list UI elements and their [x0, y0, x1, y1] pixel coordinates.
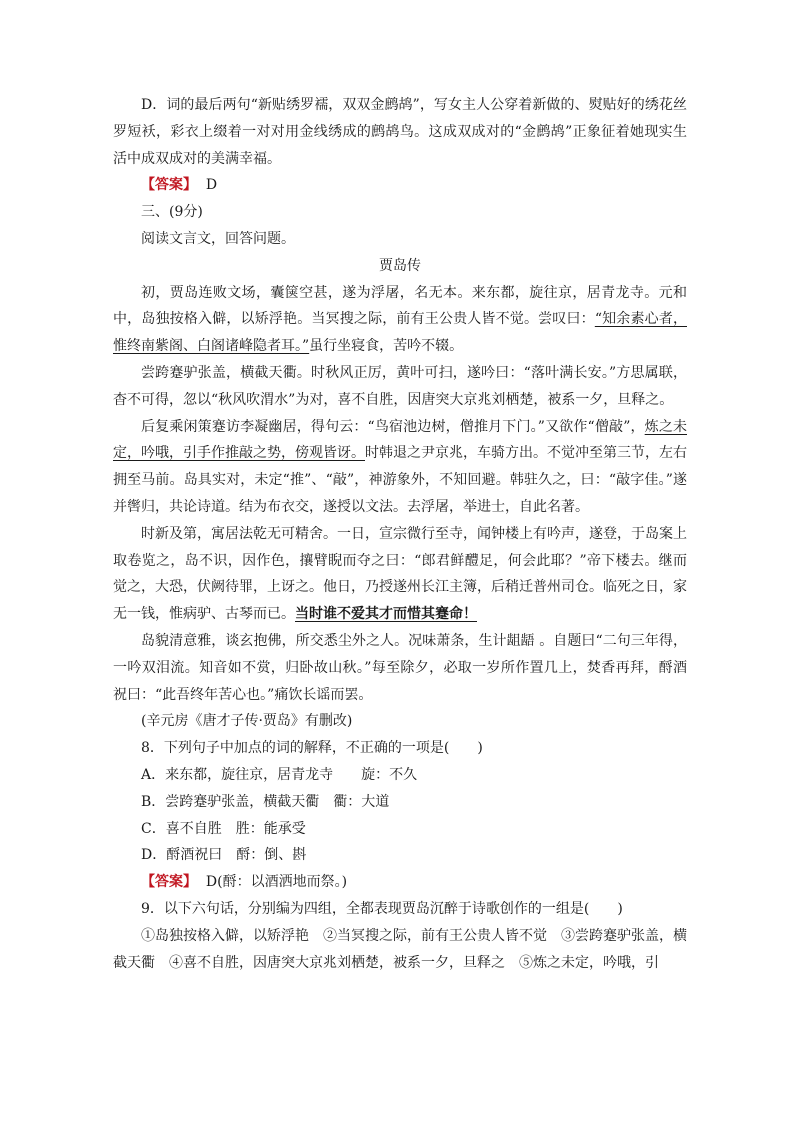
underlined-sentence-1: “知余素心者，惟终南紫阁、白阁诸峰隐者耳。”: [113, 311, 687, 355]
question-8-option-c: C．喜不自胜 胜：能承受: [141, 820, 306, 837]
question-8-option-b: B．尝跨蹇驴张盖，横截天衢 衢：大道: [141, 793, 390, 810]
answer-label: 【答案】: [141, 177, 197, 194]
passage-paragraph-2: 尝跨蹇驴张盖，横截天衢。时秋风正厉，黄叶可扫，遂吟曰：“落叶满长安。”方思属联，杳不可得，忽以“秋风吹渭水”为对，喜不自胜，因唐突大京兆刘栖楚，被系一夕，旦释之。: [113, 364, 687, 408]
answer-value: D(酹：以酒洒地而祭。): [205, 874, 348, 891]
answer-line-1: [113, 172, 687, 199]
passage-paragraph-4: 时新及第，寓居法乾无可精舍。一日，宣宗微行至寺，闻钟楼上有吟声，遂登，于岛案上取卷览之，岛不识，因作色，攘臂睨而夺之曰：“郎君鲜醴足，何会此耶？”帝下楼去。继而觉之，大恐，伏阙待罪，上讶之。他日，乃授遂州长江主簿，后稍迁普州司仓。临死之日，家无一钱，惟病驴、古琴而已。当时谁不爱其才而惜其蹇命！: [113, 525, 687, 623]
answer-line-2: [113, 869, 687, 896]
passage-paragraph-3: 后复乘闲策蹇访李凝幽居，得句云：“鸟宿池边树，僧推月下门。”又欲作“僧敲”，炼之未定，吟哦，引手作推敲之势，傍观皆讶。时韩退之尹京兆，车骑方出。不觉冲至第三节，左右拥至马前。岛具实对，未定“推”、“敲”，神游象外，不知回避。韩驻久之，曰：“敲字佳。”遂并辔归，共论诗道。结为布衣交，遂授以文法。去浮屠，举进士，自此名著。: [113, 418, 687, 515]
answer-label: 【答案】: [141, 874, 197, 891]
document-page: [113, 92, 687, 976]
underlined-sentence-2: 炼之未定，吟哦，引手作推敲之势，傍观皆讶。: [113, 418, 687, 462]
passage-title: 贾岛传: [379, 257, 421, 274]
passage-paragraph-5: 岛貌清意雅，谈玄抱佛，所交悉尘外之人。况味萧条，生计龃龉 。自题曰“二句三年得，一吟双泪流。知音如不赏，归卧故山秋。”每至除夕，必取一岁所作置几上，焚香再拜，酹酒祝曰：“此吾终年苦心也。”痛饮长谣而罢。: [113, 632, 687, 703]
question-8-stem: 8．下列句子中加点的词的解释，不正确的一项是( ): [141, 740, 483, 757]
option-d-previous: D．词的最后两句“新贴绣罗襦，双双金鹧鸪”，写女主人公穿着新做的、熨贴好的绣花丝罗短袄，彩衣上缀着一对对用金线绣成的鹧鸪鸟。这成双成对的“金鹧鸪”正象征着她现实生活中成双成对的美满幸福。: [113, 97, 687, 167]
question-8-option-a: A．来东都，旋往京，居青龙寺 旋：不久: [141, 766, 418, 783]
question-9-stem: 9．以下六句话，分别编为四组，全都表现贾岛沉醉于诗歌创作的一组是( ): [141, 900, 623, 917]
answer-value: D: [205, 177, 218, 194]
instruction-text: 阅读文言文，回答问题。: [141, 230, 295, 247]
passage-source: (辛元房《唐才子传·贾岛》有删改): [141, 713, 353, 730]
question-8-option-d: D．酹酒祝曰 酹：倒、斟: [141, 847, 307, 864]
section-heading: 三、(9分): [141, 204, 203, 221]
question-9-choices: ①岛独按格入僻，以矫浮艳 ②当冥搜之际，前有王公贵人皆不觉 ③尝跨蹇驴张盖，横截天衢 ④喜不自胜，因唐突大京兆刘栖楚，被系一夕，旦释之 ⑤炼之未定，吟哦，引: [113, 927, 687, 971]
passage-paragraph-1: 初，贾岛连败文场，囊箧空甚，遂为浮屠，名无本。来东都，旋往京，居青龙寺。元和中，岛独按格入僻，以矫浮艳。当冥搜之际，前有王公贵人皆不觉。尝叹曰：“知余素心者，惟终南紫阁、白阁诸峰隐者耳。”虽行坐寝食，苦吟不辍。: [113, 284, 687, 355]
underlined-sentence-3: 当时谁不爱其才而惜其蹇命！: [295, 606, 477, 623]
